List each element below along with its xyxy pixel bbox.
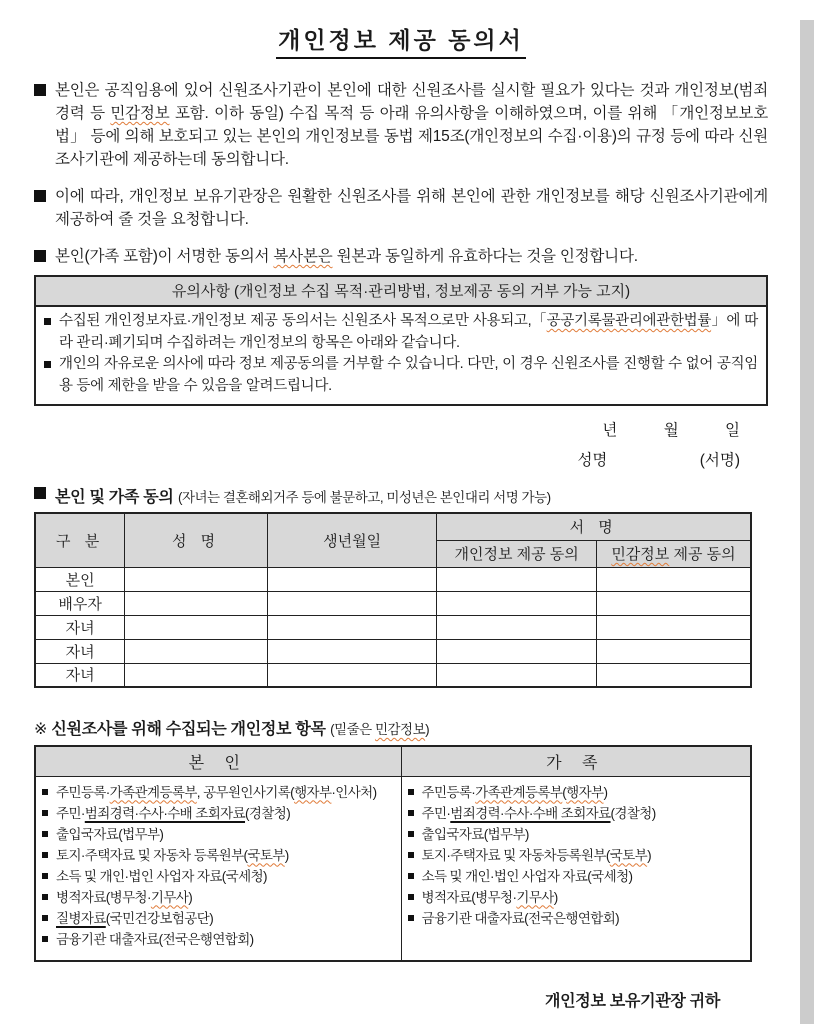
day-label: 일: [725, 422, 740, 439]
table-row: [35, 615, 751, 639]
table-row: [35, 591, 751, 615]
bullet-square-tiny-icon: [408, 831, 414, 837]
family-table-header-row-1: [35, 513, 751, 540]
list-item-text: 질병자료(국민건강보험공단): [56, 910, 214, 926]
family-consent-heading: [34, 484, 768, 507]
personal-consent-sign-cell: [437, 591, 597, 615]
birthdate-cell: [267, 591, 437, 615]
sensitive-consent-sign-cell: [596, 591, 751, 615]
bullet-square-icon: [34, 487, 46, 499]
notice-item-1-text: 수집된 개인정보자료·개인정보 제공 동의서는 신원조사 목적으로만 사용되고,「공공기록물관리에관한법률」에 따라 관리·폐기되며 수집하려는 개인정보의 항목은 아래와 같습니다.: [59, 313, 758, 351]
list-item: [408, 887, 745, 908]
list-item-text: 주민·범죄경력·수사·수배 조회자료(경찰청): [421, 805, 656, 821]
list-item-text: 금융기관 대출자료(전국은행연합회): [421, 910, 620, 926]
list-item-text: 주민·범죄경력·수사·수배 조회자료(경찰청): [56, 805, 291, 821]
notice-box-title: 유의사항 (개인정보 수집 목적·관리방법, 정보제공 동의 거부 가능 고지): [36, 277, 766, 307]
col-header-self: 본 인: [35, 746, 401, 776]
col-header-name: 성 명: [125, 513, 268, 567]
list-item-text: 주민등록·가족관계등록부, 공무원인사기록(행자부·인사처): [56, 784, 377, 800]
collected-info-heading-note: (밑줄은 민감정보): [330, 722, 430, 737]
consent-paragraph-2-text: 이에 따라, 개인정보 보유기관장은 원활한 신원조사를 위해 본인에 관한 개인정보를 해당 신원조사기관에게 제공하여 줄 것을 요청합니다.: [55, 188, 768, 228]
family-consent-table: [34, 512, 752, 688]
list-item: [408, 866, 745, 887]
notice-box: [34, 275, 768, 406]
name-cell: [125, 567, 268, 591]
list-item: [408, 845, 745, 866]
name-cell: [125, 663, 268, 687]
collected-info-table: [34, 745, 752, 962]
col-header-birthdate: 생년월일: [267, 513, 437, 567]
self-items-cell: [35, 776, 401, 961]
bullet-square-tiny-icon: [408, 894, 414, 900]
list-item: [42, 908, 395, 929]
list-item: [408, 908, 745, 929]
col-header-type: 구 분: [35, 513, 125, 567]
notice-item-2: [42, 354, 758, 397]
items-table-body-row: [35, 776, 751, 961]
collected-info-heading: [34, 716, 768, 739]
consent-paragraph-1: [34, 79, 768, 171]
list-item: [42, 803, 395, 824]
personal-consent-sign-cell: [437, 567, 597, 591]
list-item: [408, 803, 745, 824]
birthdate-cell: [267, 567, 437, 591]
bullet-square-small-icon: [44, 318, 51, 325]
list-item-text: 토지·주택자료 및 자동차 등록원부(국토부): [56, 847, 289, 863]
list-item: [408, 824, 745, 845]
bullet-square-small-icon: [44, 361, 51, 368]
bullet-square-tiny-icon: [408, 810, 414, 816]
family-items-cell: [401, 776, 751, 961]
bullet-square-tiny-icon: [408, 789, 414, 795]
bullet-square-tiny-icon: [42, 936, 48, 942]
addressee-line: 개인정보 보유기관장 귀하: [544, 993, 720, 1010]
items-table-header-row: [35, 746, 751, 776]
birthdate-cell: [267, 663, 437, 687]
personal-consent-sign-cell: [437, 615, 597, 639]
consent-paragraph-2: [34, 185, 768, 231]
list-item-text: 소득 및 개인·법인 사업자 자료(국세청): [56, 868, 267, 884]
list-item: [42, 845, 395, 866]
row-label-child: 자녀: [35, 639, 125, 663]
reference-mark: ※: [34, 721, 48, 738]
col-header-signature: 서 명: [437, 513, 751, 540]
list-item-text: 토지·주택자료 및 자동차등록원부(국토부): [421, 847, 652, 863]
table-row: [35, 639, 751, 663]
personal-consent-sign-cell: [437, 663, 597, 687]
title-wrap: [34, 22, 768, 59]
sensitive-consent-sign-cell: [596, 639, 751, 663]
page-edge-strip: [800, 20, 814, 1024]
sensitive-consent-sign-cell: [596, 663, 751, 687]
bullet-square-tiny-icon: [42, 873, 48, 879]
col-header-sensitive-consent: 민감정보 제공 동의: [596, 540, 751, 567]
bullet-square-tiny-icon: [42, 810, 48, 816]
bullet-square-tiny-icon: [42, 831, 48, 837]
row-label-child: 자녀: [35, 615, 125, 639]
notice-item-2-text: 개인의 자유로운 의사에 따라 정보 제공동의를 거부할 수 있습니다. 다만, 이 경우 신원조사를 진행할 수 없어 공직임용 등에 제한을 받을 수 있음을 알려드립니다.: [59, 356, 758, 394]
notice-box-body: [36, 307, 766, 404]
bullet-square-tiny-icon: [408, 852, 414, 858]
table-row: [35, 663, 751, 687]
month-label: 월: [663, 422, 679, 439]
bullet-square-tiny-icon: [408, 915, 414, 921]
name-cell: [125, 591, 268, 615]
signature-line: [34, 448, 740, 470]
family-consent-heading-note: (자녀는 결혼해외거주 등에 불문하고, 미성년은 본인대리 서명 가능): [177, 490, 551, 505]
col-header-family: 가 족: [401, 746, 751, 776]
family-consent-heading-text: 본인 및 가족 동의: [55, 489, 174, 506]
bullet-square-tiny-icon: [42, 915, 48, 921]
date-signature-block: [34, 418, 768, 470]
sign-label: (서명): [699, 452, 740, 469]
list-item: [42, 887, 395, 908]
name-label: 성명: [577, 452, 608, 469]
list-item-text: 출입국자료(법무부): [421, 826, 529, 842]
list-item-text: 주민등록·가족관계등록부(행자부): [421, 784, 608, 800]
family-items-list: [408, 782, 745, 929]
bullet-square-icon: [34, 250, 46, 262]
row-label-self: 본인: [35, 567, 125, 591]
birthdate-cell: [267, 615, 437, 639]
table-row: [35, 567, 751, 591]
list-item: [42, 866, 395, 887]
col-header-personal-consent: 개인정보 제공 동의: [437, 540, 597, 567]
consent-paragraph-3-text: 본인(가족 포함)이 서명한 동의서 복사본은 원본과 동일하게 유효하다는 것을 인정합니다.: [55, 248, 638, 265]
consent-paragraph-3: [34, 245, 768, 268]
birthdate-cell: [267, 639, 437, 663]
page-title: 개인정보 제공 동의서: [276, 22, 526, 59]
name-cell: [125, 615, 268, 639]
notice-item-1: [42, 311, 758, 354]
list-item-text: 병적자료(병무청·기무사): [421, 889, 558, 905]
row-label-spouse: 배우자: [35, 591, 125, 615]
bullet-square-tiny-icon: [42, 852, 48, 858]
bullet-square-tiny-icon: [42, 789, 48, 795]
sensitive-consent-sign-cell: [596, 567, 751, 591]
list-item-text: 병적자료(병무청·기무사): [56, 889, 193, 905]
self-items-list: [42, 782, 395, 950]
bullet-square-tiny-icon: [42, 894, 48, 900]
list-item-text: 소득 및 개인·법인 사업자 자료(국세청): [421, 868, 633, 884]
bullet-square-icon: [34, 84, 46, 96]
personal-consent-sign-cell: [437, 639, 597, 663]
row-label-child: 자녀: [35, 663, 125, 687]
name-cell: [125, 639, 268, 663]
bullet-square-icon: [34, 190, 46, 202]
sensitive-consent-sign-cell: [596, 615, 751, 639]
list-item: [42, 782, 395, 803]
list-item: [408, 782, 745, 803]
bullet-square-tiny-icon: [408, 873, 414, 879]
list-item: [42, 824, 395, 845]
collected-info-heading-text: 신원조사를 위해 수집되는 개인정보 항목: [51, 721, 326, 738]
document-content: [34, 22, 768, 962]
consent-paragraph-1-text: 본인은 공직임용에 있어 신원조사기관이 본인에 대한 신원조사를 실시할 필요가 있다는 것과 개인정보(범죄경력 등 민감정보 포함. 이하 동일) 수집 목적 등 아래 유의사항을 이해하였으며, 이를 위해 「개인정보보호법」 등에 의해 보호되고 있는 본인의 개인정보를 동법 제15조(개인정보의 수집·이용)의 규정 등에 따라 신원조사기관에 제공하는데 동의합니다.: [55, 82, 768, 168]
date-line: [34, 418, 740, 440]
list-item-text: 출입국자료(법무부): [56, 826, 164, 842]
list-item: [42, 929, 395, 950]
list-item-text: 금융기관 대출자료(전국은행연합회): [56, 931, 254, 947]
year-label: 년: [602, 422, 618, 439]
